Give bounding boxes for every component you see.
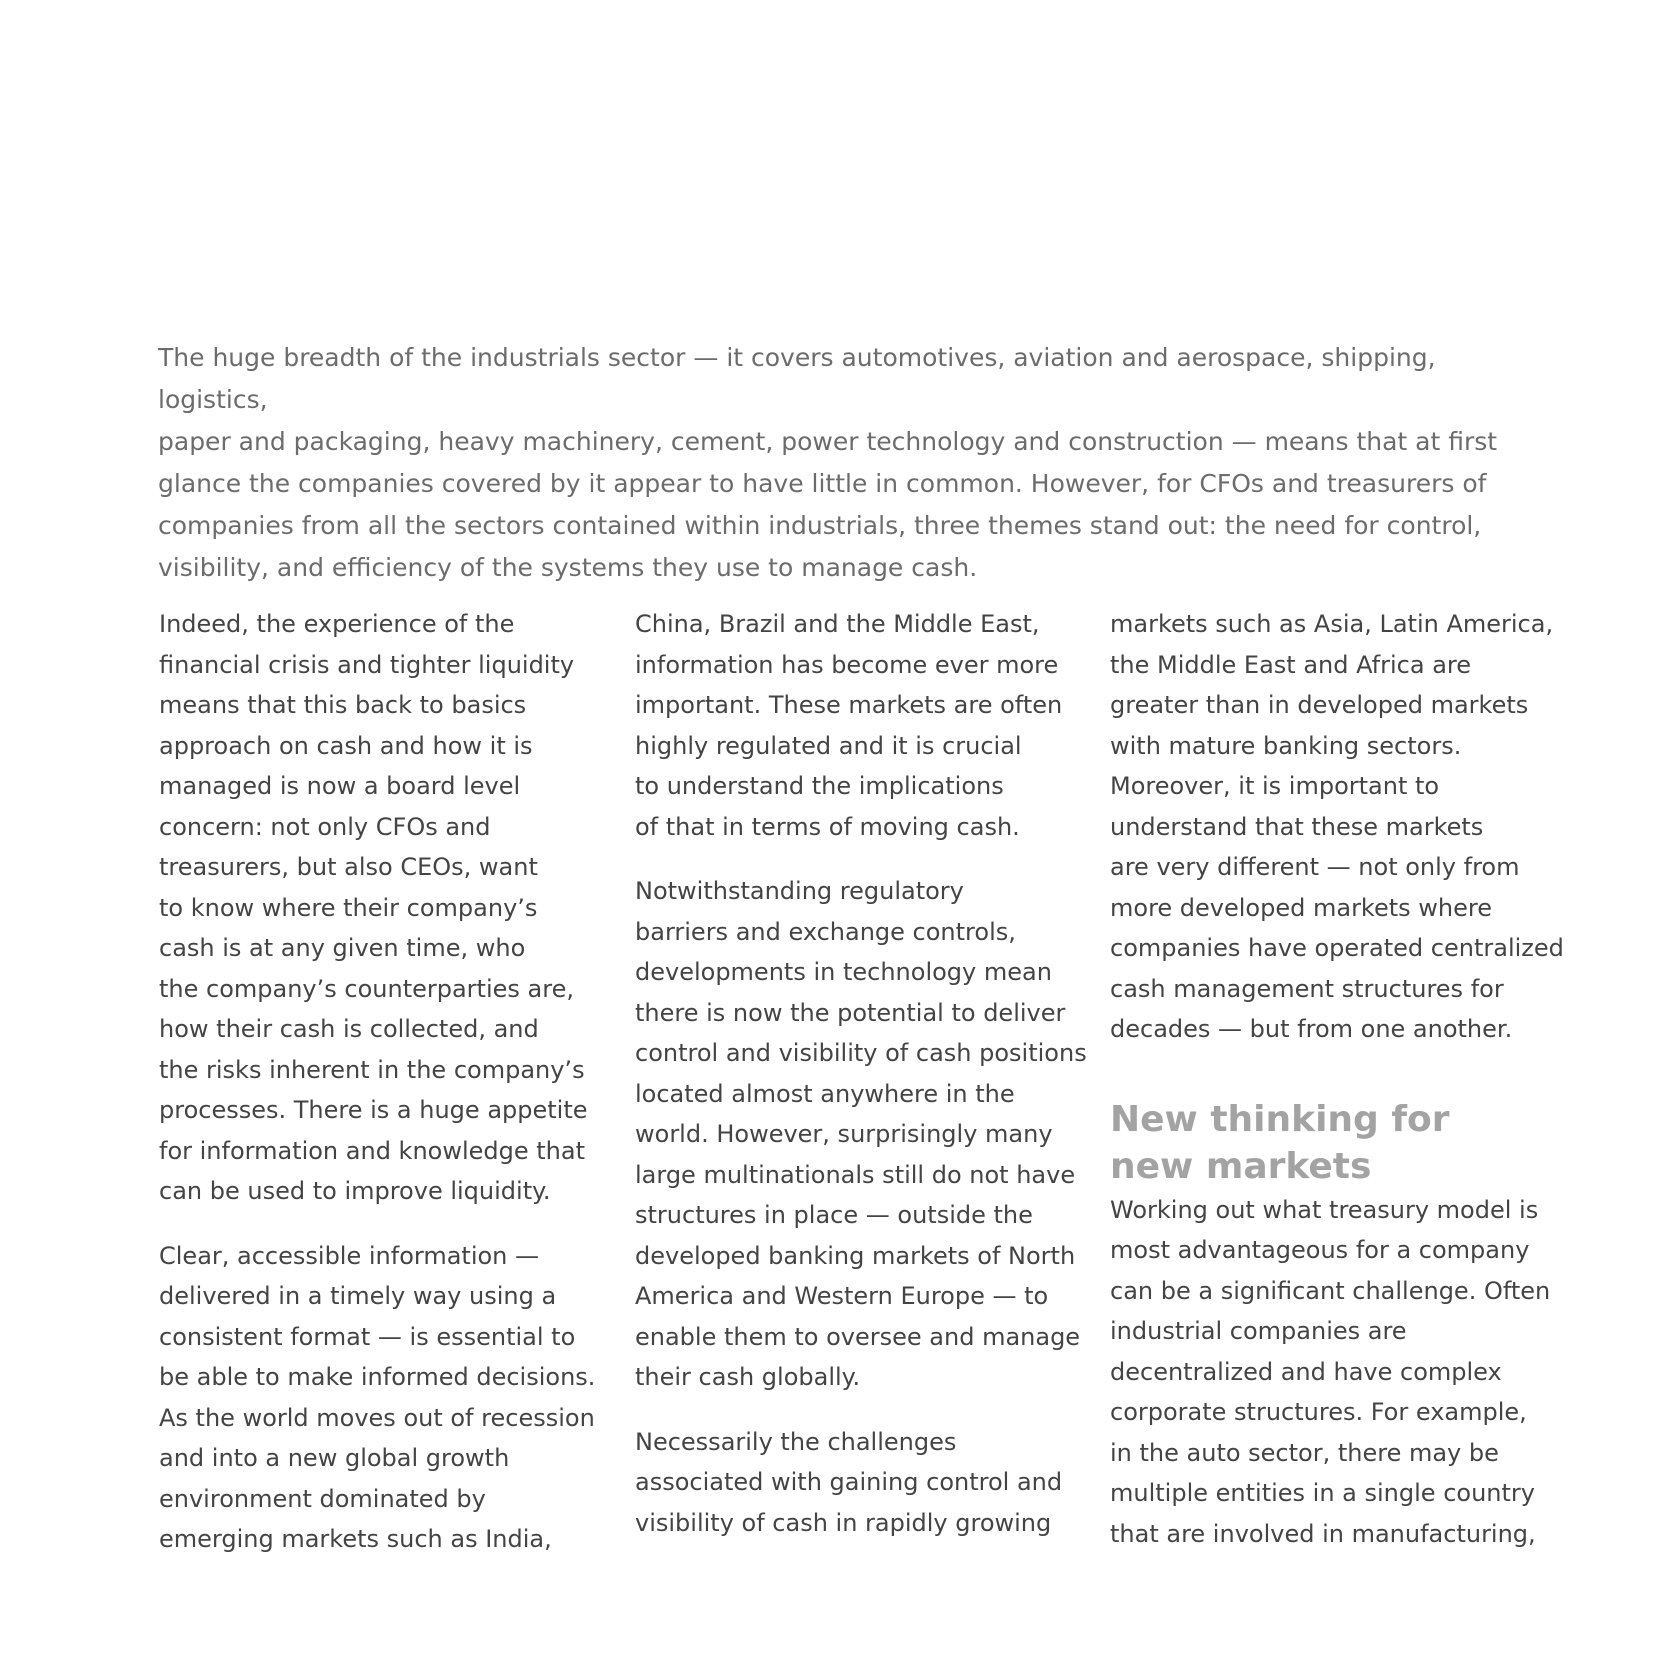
text-line: how their cash is collected, and [159, 1015, 539, 1043]
text-line: markets such as Asia, Latin America, [1110, 610, 1554, 638]
text-line: their cash globally. [635, 1363, 861, 1391]
text-line: in the auto sector, there may be [1110, 1438, 1499, 1467]
text-line: corporate structures. For example, [1110, 1398, 1527, 1426]
text-line: greater than in developed markets [1110, 691, 1529, 719]
column-2 [635, 604, 1085, 1567]
paragraph [159, 604, 609, 1212]
paragraph [635, 604, 1085, 847]
text-line: information has become ever more [635, 650, 1059, 679]
text-line: decades — but from one another. [1110, 1015, 1513, 1043]
text-line: are very different — not only from [1110, 853, 1520, 881]
text-line: environment dominated by [159, 1484, 486, 1513]
text-line: world. However, surprisingly many [635, 1120, 1053, 1148]
intro-line: glance the companies covered by it appear to have little in common. However, for CFOs and treasurers of [158, 469, 1487, 498]
text-line: means that this back to basics [159, 691, 527, 719]
paragraph [159, 1236, 609, 1560]
text-line: can be used to improve liquidity. [159, 1177, 551, 1205]
text-line: can be a significant challenge. Often [1110, 1276, 1551, 1305]
text-line: visibility of cash in rapidly growing [635, 1508, 1052, 1537]
text-line: located almost anywhere in the [635, 1079, 1015, 1108]
text-line: barriers and exchange controls, [635, 917, 1016, 946]
paragraph [1110, 604, 1564, 1050]
text-line: of that in terms of moving cash. [635, 812, 1020, 841]
text-line: associated with gaining control and [635, 1468, 1063, 1496]
intro-line: companies from all the sectors contained within industrials, three themes stand out: the need for control, [158, 511, 1482, 540]
text-line: China, Brazil and the Middle East, [635, 610, 1040, 638]
text-line: cash is at any given time, who [159, 934, 526, 962]
text-line: be able to make informed decisions. [159, 1363, 596, 1391]
text-line: the company’s counterparties are, [159, 974, 574, 1003]
text-line: emerging markets such as India, [159, 1525, 552, 1553]
paragraph [635, 871, 1085, 1398]
text-line: consistent format — is essential to [159, 1322, 576, 1351]
text-line: highly regulated and it is crucial [635, 731, 1022, 760]
heading-line: new markets [1110, 1145, 1372, 1187]
text-line: and into a new global growth [159, 1444, 510, 1472]
text-line: America and Western Europe — to [635, 1282, 1049, 1310]
text-line: Clear, accessible information — [159, 1241, 540, 1270]
text-line: with mature banking sectors. [1110, 731, 1462, 760]
intro-line: paper and packaging, heavy machinery, cement, power technology and construction — means that at first [158, 427, 1498, 456]
text-line: for information and knowledge that [159, 1136, 586, 1165]
text-line: managed is now a board level [159, 772, 521, 800]
text-line: delivered in a timely way using a [159, 1282, 557, 1310]
text-line: processes. There is a huge appetite [159, 1096, 588, 1124]
text-line: the Middle East and Africa are [1110, 650, 1472, 679]
text-line: companies have operated centralized [1110, 934, 1564, 962]
text-line: Necessarily the challenges [635, 1427, 957, 1456]
text-line: approach on cash and how it is [159, 731, 533, 760]
text-line: to understand the implications [635, 772, 1004, 800]
text-line: developed banking markets of North [635, 1241, 1076, 1270]
text-line: structures in place — outside the [635, 1201, 1033, 1229]
intro-line: The huge breadth of the industrials sector — it covers automotives, aviation and aerospace, shipping, logistics, [158, 343, 1436, 414]
heading-line: New thinking for [1110, 1098, 1450, 1140]
text-line: multiple entities in a single country [1110, 1479, 1535, 1507]
text-line: industrial companies are [1110, 1317, 1407, 1345]
text-line: large multinationals still do not have [635, 1160, 1076, 1189]
text-line: Working out what treasury model is [1110, 1195, 1539, 1224]
column-1 [159, 604, 609, 1584]
text-line: enable them to oversee and manage [635, 1322, 1081, 1351]
section-heading [1110, 1096, 1560, 1190]
text-line: understand that these markets [1110, 812, 1484, 841]
text-line: Notwithstanding regulatory [635, 877, 964, 905]
text-line: to know where their company’s [159, 893, 538, 922]
text-line: developments in technology mean [635, 958, 1052, 986]
intro-paragraph [158, 337, 1543, 589]
text-line: there is now the potential to deliver [635, 998, 1066, 1027]
column-3 [1110, 604, 1564, 1578]
intro-line: visibility, and efficiency of the systems they use to manage cash. [158, 553, 978, 582]
text-line: control and visibility of cash positions [635, 1039, 1087, 1067]
text-line: decentralized and have complex [1110, 1357, 1502, 1386]
paragraph [635, 1422, 1085, 1544]
text-line: Moreover, it is important to [1110, 772, 1440, 800]
text-line: cash management structures for [1110, 974, 1504, 1003]
text-line: concern: not only CFOs and [159, 812, 491, 841]
text-line: the risks inherent in the company’s [159, 1055, 585, 1084]
paragraph [1110, 1190, 1560, 1555]
text-line: Indeed, the experience of the [159, 610, 515, 638]
text-line: more developed markets where [1110, 893, 1492, 922]
text-line: financial crisis and tighter liquidity [159, 650, 575, 679]
text-line: As the world moves out of recession [159, 1403, 595, 1432]
text-line: that are involved in manufacturing, [1110, 1519, 1536, 1548]
text-line: important. These markets are often [635, 691, 1063, 719]
text-line: most advantageous for a company [1110, 1236, 1530, 1264]
text-line: treasurers, but also CEOs, want [159, 853, 538, 881]
